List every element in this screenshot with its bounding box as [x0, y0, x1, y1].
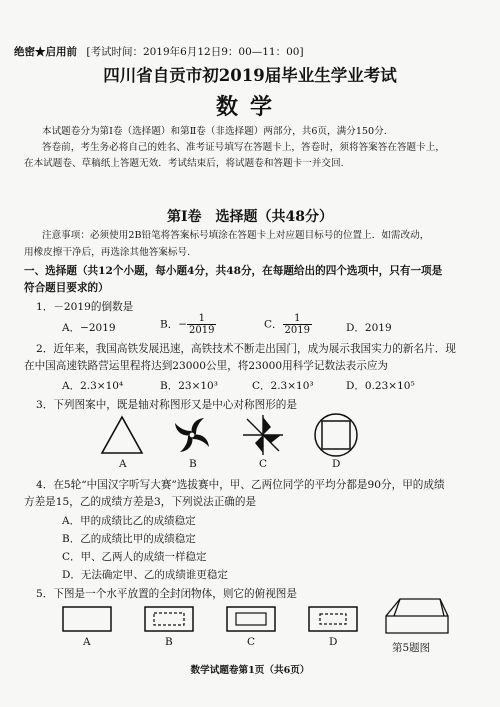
section-title: 第Ⅰ卷 选择题（共48分） — [166, 209, 334, 225]
q1-option-c — [264, 313, 312, 336]
q3-label-c: C — [259, 458, 268, 470]
q4-line-1: 4．在5轮“中国汉字听写大赛”选拔赛中，甲、乙两位同学的平均分都是90分，甲的成绩 — [36, 479, 445, 491]
q1-option-b-fraction — [187, 313, 216, 336]
q3-figure-d-circle-square — [312, 411, 360, 459]
exam-time: [考试时间：2019年6月12日9：00—11：00] — [86, 46, 304, 58]
q1-option-a: A．−2019 — [62, 322, 116, 334]
intro-line-2: 答卷前，考生务必将自己的姓名、准考证号填写在答题卡上，答卷时，须将答案答在答题卡上， — [42, 142, 445, 153]
q3-figure-b-pinwheel — [170, 413, 214, 457]
q5-option-b-figure — [144, 606, 194, 632]
q5-option-a-figure — [62, 606, 112, 632]
intro-line-1: 本试题卷分为第Ⅰ卷（选择题）和第Ⅱ卷（非选择题）两部分，共6页，满分150分. — [42, 126, 387, 137]
q1-option-c-denominator: 2019 — [284, 325, 310, 336]
q2-option-d: D．0.23×10⁵ — [346, 380, 415, 392]
q3-figure-c-windmill — [240, 413, 286, 457]
q1-option-c-label: C． — [264, 318, 283, 331]
q5-solid-figure — [384, 596, 450, 636]
part1-line-2: 符合题目要求的） — [24, 282, 109, 294]
q2-option-c: C．2.3×10³ — [252, 380, 314, 392]
q5-label-c: C — [247, 636, 256, 648]
q3-figure-a-triangle — [100, 415, 144, 455]
intro-line-3: 在本试题卷、草稿纸上答题无效．考试结束后，将试题卷和答题卡一并交回. — [24, 158, 344, 169]
notes-line-2: 用橡皮擦干净后，再选涂其他答案标号. — [24, 247, 191, 258]
q1-option-c-numerator: 1 — [283, 313, 312, 325]
q5-option-c-figure — [226, 606, 276, 632]
q1-option-b-label: B． — [160, 318, 179, 331]
q3-stem: 3．下列图案中，既是轴对称图形又是中心对称图形的是 — [36, 399, 297, 411]
q3-label-d: D — [332, 458, 341, 470]
q1-option-b-numerator: 1 — [187, 313, 216, 325]
exam-title: 四川省自贡市初2019届毕业生学业考试 — [103, 66, 397, 85]
q5-option-d-figure — [308, 606, 358, 632]
subject-title: 数学 — [215, 94, 284, 120]
q1-option-b — [160, 313, 216, 336]
notes-line-1: 注意事项：必须使用2B铅笔将答案标号填涂在答题卡上对应题目标号的位置上．如需改动， — [42, 230, 430, 241]
q5-figure-caption: 第5题图 — [392, 642, 431, 654]
q2-line-1: 2．近年来，我国高铁发展迅速，高铁技术不断走出国门，成为展示我国实力的新名片．现 — [36, 343, 456, 355]
q1-option-d: D．2019 — [346, 322, 392, 334]
q1-option-b-sign: − — [178, 318, 188, 331]
q1-stem: 1．－2019的倒数是 — [36, 301, 134, 313]
q4-option-b: B．乙的成绩比甲的成绩稳定 — [62, 533, 196, 545]
q2-option-b: B．23×10³ — [160, 380, 218, 392]
q2-line-2: 在中国高速铁路营运里程将达到23000公里，将23000用科学记数法表示应为 — [24, 360, 389, 372]
q1-option-c-fraction — [283, 313, 312, 336]
q1-option-b-denominator: 2019 — [189, 325, 215, 336]
q5-stem: 5．下图是一个水平放置的全封闭物体，则它的俯视图是 — [36, 588, 297, 600]
q4-option-c: C．甲、乙两人的成绩一样稳定 — [62, 551, 207, 563]
q5-label-b: B — [165, 636, 173, 648]
part1-line-1: 一、选择题（共12个小题，每小题4分，共48分，在每题给出的四个选项中，只有一项是 — [24, 265, 443, 277]
page-footer: 数学试题卷第1页（共6页） — [190, 665, 310, 676]
q3-label-b: B — [189, 458, 197, 470]
q4-line-2: 方差是15，乙的成绩方差是3，下列说法正确的是 — [24, 496, 257, 508]
page-header — [14, 44, 304, 59]
q5-label-d: D — [329, 636, 338, 648]
q4-option-a: A．甲的成绩比乙的成绩稳定 — [62, 515, 196, 527]
q5-label-a: A — [83, 636, 91, 648]
q3-label-a: A — [119, 458, 127, 470]
confidential-mark: 绝密★启用前 — [14, 46, 77, 58]
q4-option-d: D．无法确定甲、乙的成绩谁更稳定 — [62, 569, 228, 581]
q2-option-a: A．2.3×10⁴ — [62, 380, 124, 392]
